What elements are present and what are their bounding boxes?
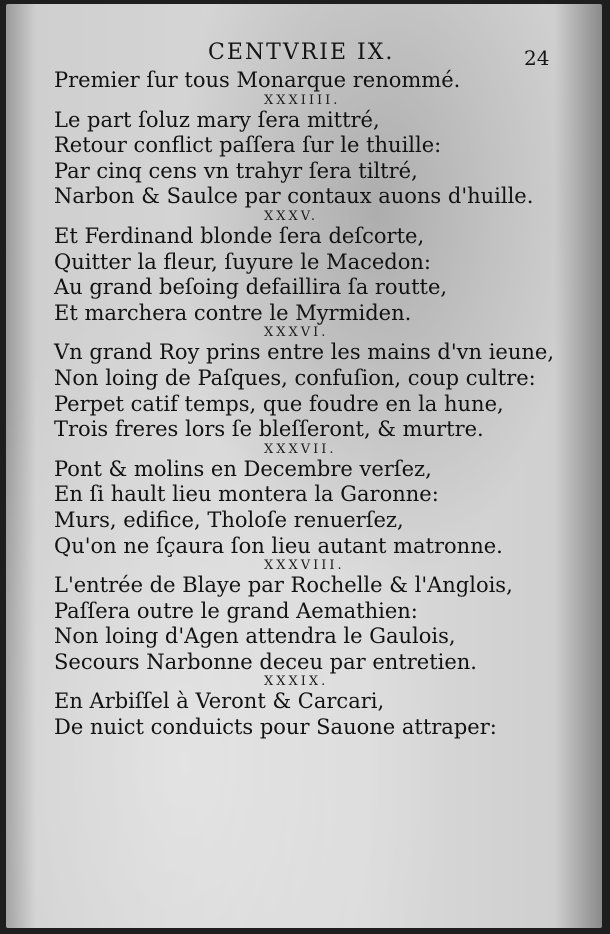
verse-line: Secours Narbonne deceu par entretien. [54, 649, 477, 674]
verse-line: Non loing d'Agen attendra le Gaulois, [54, 624, 456, 649]
verse-line: Non loing de Paſques, confuſion, coup cultre: [54, 365, 536, 390]
verse-line: Pont & molins en Decembre verſez, [54, 456, 432, 481]
verse-line: Au grand beſoing defaillira ſa routte, [54, 275, 448, 300]
quatrain-number: XXXVII. [264, 441, 337, 457]
verse-text [54, 68, 594, 741]
verse-line: Par cinq cens vn trahyr ſera tiltré, [54, 158, 418, 183]
quatrain-number: XXXVI. [264, 325, 329, 341]
verse-line: Perpet catif temps, que foudre en la hune, [54, 391, 504, 416]
verse-line: Le part ſoluz mary ſera mittré, [54, 107, 380, 132]
running-title: CENTVRIE IX. [208, 40, 395, 65]
quatrain-number: XXXIX. [264, 674, 329, 690]
verse-line: Qu'on ne ſçaura ſon lieu autant matronne. [54, 533, 503, 558]
verse-line: Retour conflict paſſera ſur le thuille: [54, 133, 442, 158]
verse-line: De nuict conduicts pour Sauone attraper: [54, 715, 497, 740]
verse-line: Paſſera outre le grand Aemathien: [54, 598, 418, 623]
verse-line: En ſi hault lieu montera la Garonne: [54, 482, 439, 507]
quatrain-number: XXXIIII. [264, 92, 341, 108]
verse-line: Et Ferdinand blonde ſera deſcorte, [54, 223, 425, 248]
verse-line: Et marchera contre le Myrmiden. [54, 300, 412, 325]
verse-line: L'entrée de Blaye par Rochelle & l'Anglois, [54, 573, 513, 598]
verse-line: Premier ſur tous Monarque renommé. [54, 68, 461, 92]
page-number: 24 [524, 46, 550, 70]
verse-line: Trois freres lors ſe bleſſeront, & murtre. [54, 417, 484, 442]
verse-line: Narbon & Saulce par contaux auons d'huille. [54, 184, 534, 209]
book-page [6, 4, 602, 928]
page-header [6, 40, 602, 70]
verse-line: Vn grand Roy prins entre les mains d'vn ieune, [54, 340, 555, 365]
verse-line: En Arbiſſel à Veront & Carcari, [54, 689, 385, 714]
quatrain-number: XXXV. [264, 208, 319, 224]
verse-line: Quitter la fleur, ſuyure le Macedon: [54, 249, 431, 274]
verse-line: Murs, edifice, Tholoſe renuerſez, [54, 507, 404, 532]
quatrain-number: XXXVIII. [264, 558, 345, 574]
